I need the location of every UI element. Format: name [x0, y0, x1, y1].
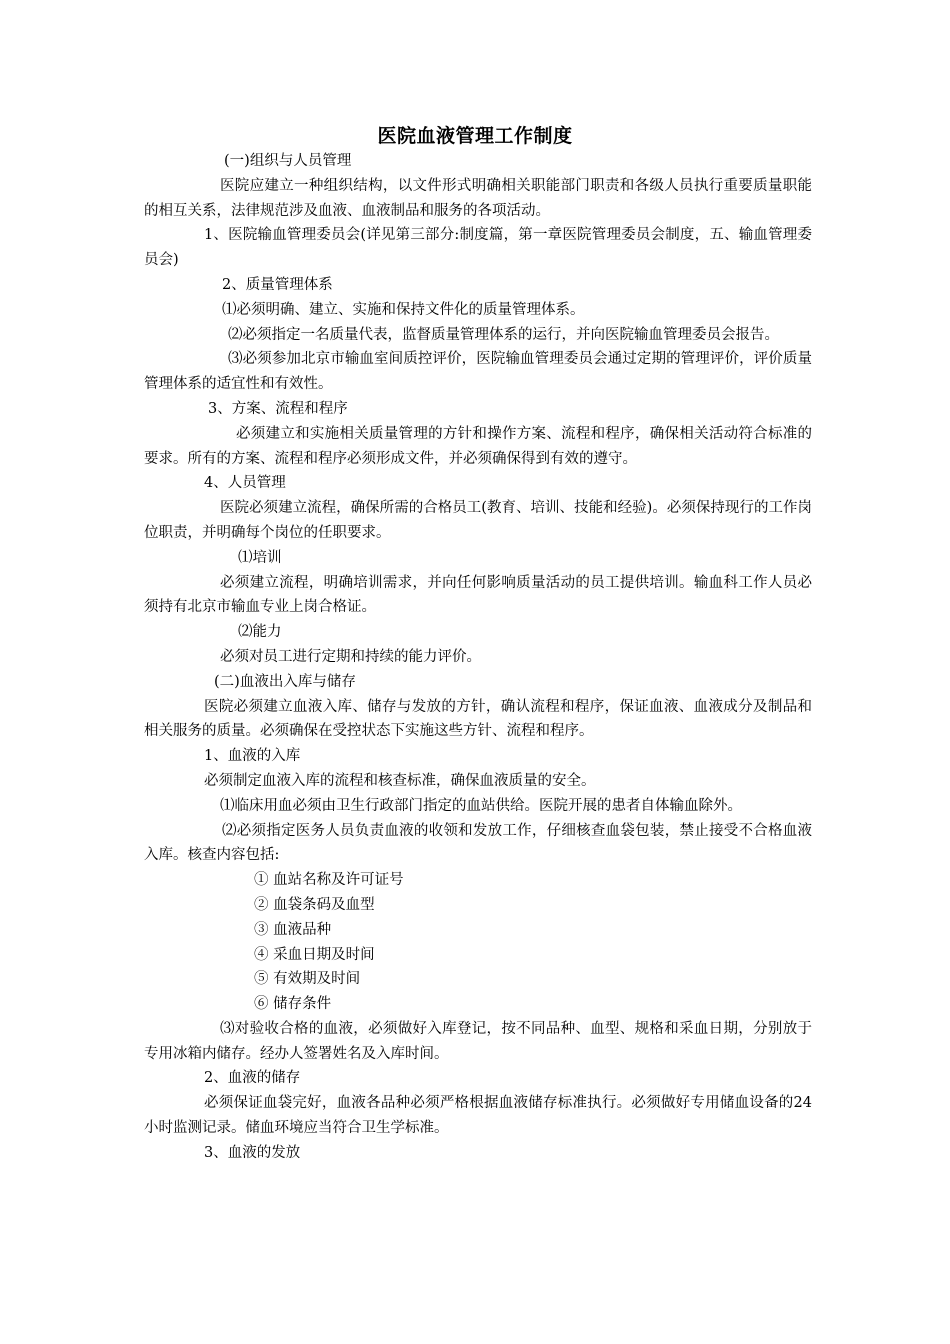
item-blood-issue: 3、血液的发放 [204, 1144, 301, 1161]
paragraph-blood-intake: 必须制定血液入库的流程和核查标准，确保血液质量的安全。 [204, 772, 596, 789]
paragraph-organization-structure: 医院应建立一种组织结构，以文件形式明确相关职能部门职责和各级人员执行重要质量职能的相互关系，法律规范涉及血液、血液制品和服务的各项活动。 [144, 177, 812, 219]
item-transfusion-committee: 1、医院输血管理委员会(详见第三部分:制度篇，第一章医院管理委员会制度，五、输血管理委员会) [144, 227, 812, 269]
check-item-6: ⑥ 储存条件 [254, 996, 332, 1013]
subitem-quality-3: ⑶必须参加北京市输血室间质控评价，医院输血管理委员会通过定期的管理评价，评价质量管理体系的适宜性和有效性。 [144, 351, 812, 393]
check-item-5: ⑤ 有效期及时间 [254, 971, 361, 988]
item-personnel: 4、人员管理 [204, 475, 286, 492]
subitem-quality-2: ⑵必须指定一名质量代表，监督质量管理体系的运行，并向医院输血管理委员会报告。 [228, 326, 779, 343]
subitem-intake-1: ⑴临床用血必须由卫生行政部门指定的血站供给。医院开展的患者自体输血除外。 [220, 797, 742, 814]
check-item-2: ② 血袋条码及血型 [254, 896, 375, 913]
paragraph-training: 必须建立流程，明确培训需求，并向任何影响质量活动的员工提供培训。输血科工作人员必须持有北京市输血专业上岗合格证。 [144, 574, 812, 616]
check-item-4: ④ 采血日期及时间 [254, 946, 375, 963]
section-heading-blood-storage: (二)血液出入库与储存 [214, 673, 356, 690]
subitem-ability: ⑵能力 [238, 624, 282, 641]
item-quality-system: 2、质量管理体系 [222, 276, 333, 293]
paragraph-blood-storage: 必须保证血袋完好，血液各品种必须严格根据血液储存标准执行。必须做好专用储血设备的24小时监测记录。储血环境应当符合卫生学标准。 [144, 1095, 812, 1137]
section-heading-organization: (一)组织与人员管理 [224, 153, 352, 169]
item-blood-intake: 1、血液的入库 [204, 748, 301, 765]
check-item-3: ③ 血液品种 [254, 921, 332, 938]
subitem-quality-1: ⑴必须明确、建立、实施和保持文件化的质量管理体系。 [222, 301, 585, 318]
item-blood-storage: 2、血液的储存 [204, 1070, 301, 1087]
paragraph-ability: 必须对员工进行定期和持续的能力评价。 [220, 648, 481, 665]
paragraph-procedures: 必须建立和实施相关质量管理的方针和操作方案、流程和程序，确保相关活动符合标准的要求。所有的方案、流程和程序必须形成文件，并必须确保得到有效的遵守。 [144, 425, 812, 467]
document-title: 医院血液管理工作制度 [377, 125, 573, 147]
check-item-1: ① 血站名称及许可证号 [254, 872, 404, 889]
paragraph-personnel: 医院必须建立流程，确保所需的合格员工(教育、培训、技能和经验)。必须保持现行的工作岗位职责，并明确每个岗位的任职要求。 [144, 500, 812, 541]
subitem-intake-3: ⑶对验收合格的血液，必须做好入库登记，按不同品种、血型、规格和采血日期，分别放于专用冰箱内储存。经办人签署姓名及入库时间。 [144, 1020, 812, 1062]
paragraph-blood-policy: 医院必须建立血液入库、储存与发放的方针，确认流程和程序，保证血液、血液成分及制品和相关服务的质量。必须确保在受控状态下实施这些方针、流程和程序。 [144, 698, 812, 740]
subitem-intake-2: ⑵必须指定医务人员负责血液的收领和发放工作，仔细核查血袋包装，禁止接受不合格血液入库。核查内容包括: [144, 822, 812, 864]
subitem-training: ⑴培训 [238, 549, 282, 566]
item-procedures: 3、方案、流程和程序 [208, 400, 348, 417]
document-body [144, 149, 812, 1166]
